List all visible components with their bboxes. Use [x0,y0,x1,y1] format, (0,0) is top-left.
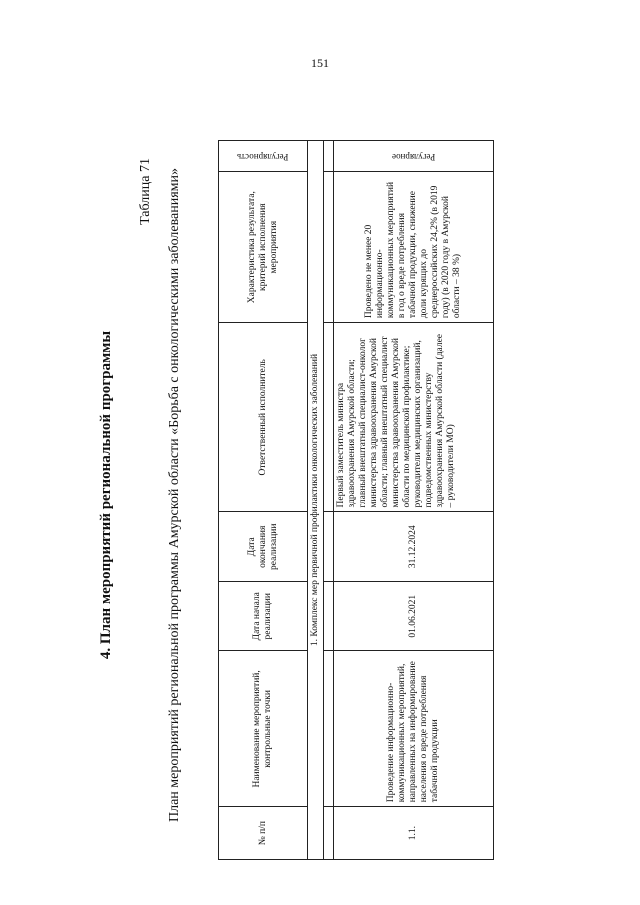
spacer-cell [324,512,334,582]
spacer-cell [324,582,334,652]
spacer-cell [324,323,334,512]
header-level [219,141,308,172]
header-level-text: Регулярность [237,151,289,162]
row-responsible: Первый заместитель министра здравоохранения Амурской области; главный внештатный специалист-онколог министерства здравоохранения Амурской области; главный внештатный специалист министерства здравоохранения Амурской области по медицинской профилактике; руководители медицинских организаций, подведомственных министерству здравоохранения Амурской области (далее – руководители МО) [334,323,494,512]
spacer-row [324,141,334,860]
spacer-cell [324,141,334,172]
header-responsible: Ответственный исполнитель [219,323,308,512]
plan-table [218,140,494,860]
header-name: Наименование мероприятий, контрольные точки [219,651,308,807]
section-heading: 4. План мероприятий региональной программы [98,330,114,660]
rotated-page-content [80,110,560,880]
section-title: 1. Комплекс мер первичной профилактики онкологических заболеваний [308,141,324,860]
header-result: Характеристика результата, критерий исполнения мероприятия [219,172,308,323]
header-end: Дата окончания реализации [219,512,308,582]
row-level-cell [334,141,494,172]
row-start: 01.06.2021 [334,582,494,652]
page-number: 151 [311,56,329,70]
spacer-cell [324,651,334,807]
document-title: План мероприятий региональной программы Амурской области «Борьба с онкологическими заболеваниями» [167,167,182,823]
table-header-row [219,141,308,860]
spacer-cell [324,807,334,860]
header-num: № п/п [219,807,308,860]
row-level: Регулярное [391,151,436,162]
table-row [334,141,494,860]
spacer-cell [324,172,334,323]
section-row [308,141,324,860]
row-result: Проведено не менее 20 информационно-коммуникационных мероприятий в год о вреде потребления табачной продукции, снижение доли курящих до среднероссийских 24,2% (в 2019 году) (в 2020 году в Амурской области – 38 %) [334,172,494,323]
table-caption: Таблица 71 [138,158,153,225]
row-end: 31.12.2024 [334,512,494,582]
row-name: Проведение информационно-коммуникационных мероприятий, направленных на информирование населения о вреде потребления табачной продукции [334,651,494,807]
row-num: 1.1. [334,807,494,860]
header-start: Дата начала реализации [219,582,308,652]
